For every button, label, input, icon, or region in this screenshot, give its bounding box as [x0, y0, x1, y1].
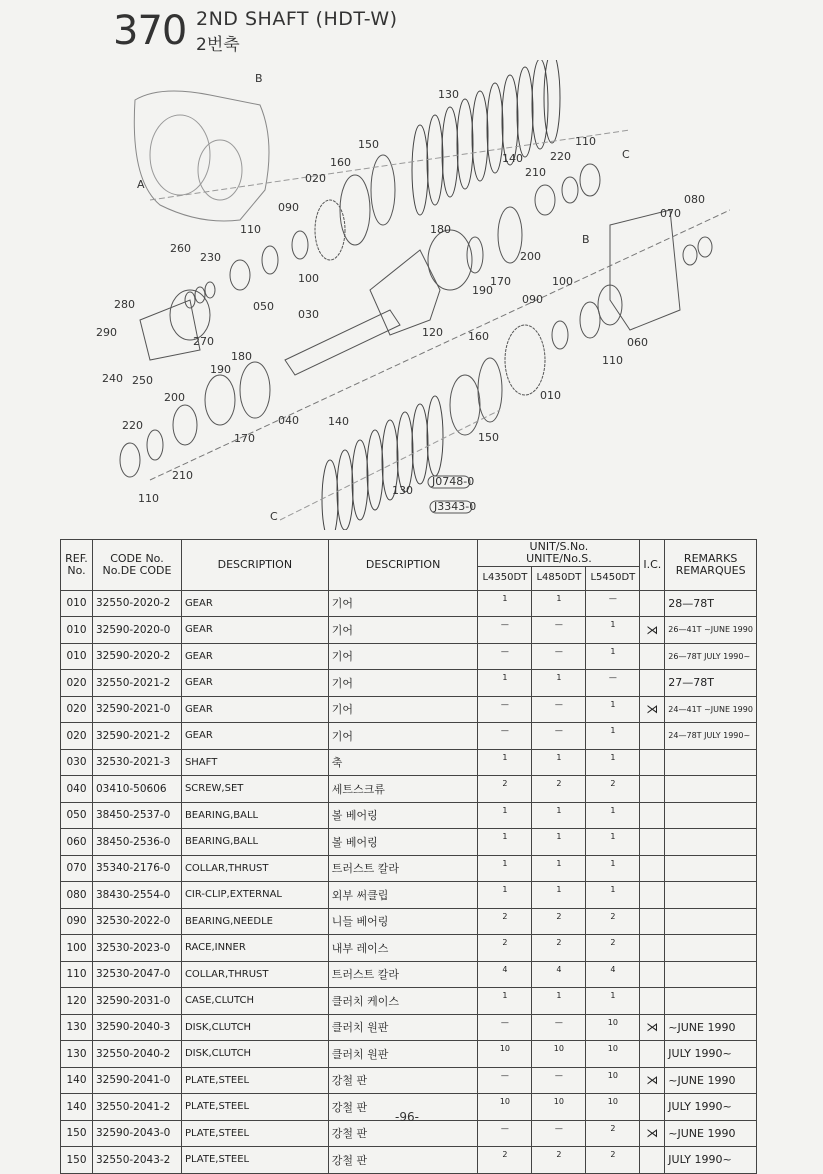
row-description-en: DISK,CLUTCH [181, 1041, 328, 1068]
table-row [61, 988, 757, 1015]
row-remarks: 24—78T JULY 1990~ [665, 723, 757, 750]
row-description-ko: 기어 [328, 590, 478, 617]
row-code: 32550-2041-2 [92, 1094, 181, 1121]
row-code: 32550-2021-2 [92, 670, 181, 697]
diagram-label: 110 [138, 492, 159, 505]
table-row [61, 776, 757, 803]
diagram-label: 130 [438, 88, 459, 101]
row-qty-l5450dt: 1 [586, 988, 640, 1015]
row-qty-l5450dt: — [586, 670, 640, 697]
table-row [61, 935, 757, 962]
row-qty-l4350dt: 1 [478, 749, 532, 776]
table-row [61, 882, 757, 909]
page-subtitle-korean: 2번축 [196, 35, 240, 55]
row-description-ko: 세트스크류 [328, 776, 478, 803]
row-code: 32550-2020-2 [92, 590, 181, 617]
row-code: 32550-2043-2 [92, 1147, 181, 1174]
row-ic [640, 855, 665, 882]
row-qty-l5450dt: 2 [586, 776, 640, 803]
diagram-label: C [622, 148, 630, 161]
row-ic [640, 1041, 665, 1068]
row-code: 32590-2041-0 [92, 1067, 181, 1094]
row-ic [640, 1147, 665, 1174]
row-qty-l4350dt: — [478, 723, 532, 750]
row-remarks [665, 855, 757, 882]
row-qty-l4350dt: 1 [478, 802, 532, 829]
diagram-label: 190 [210, 363, 231, 376]
row-ic: ⋊ [640, 1067, 665, 1094]
diagram-label: 080 [684, 193, 705, 206]
table-row [61, 855, 757, 882]
diagram-label: 010 [540, 389, 561, 402]
row-ic [640, 935, 665, 962]
exploded-parts-diagram [90, 60, 730, 530]
table-row [61, 643, 757, 670]
table-row [61, 961, 757, 988]
row-description-ko: 강철 판 [328, 1120, 478, 1147]
table-row [61, 617, 757, 644]
row-qty-l4350dt: 2 [478, 908, 532, 935]
col-model: L4850DT [532, 567, 586, 591]
row-description-ko: 니들 베어링 [328, 908, 478, 935]
diagram-label: 070 [660, 207, 681, 220]
row-description-en: PLATE,STEEL [181, 1094, 328, 1121]
diagram-label: B [582, 233, 590, 246]
row-qty-l4850dt: 10 [532, 1041, 586, 1068]
row-description-en: GEAR [181, 590, 328, 617]
row-description-ko: 강철 판 [328, 1067, 478, 1094]
table-row [61, 1067, 757, 1094]
row-ref: 140 [61, 1067, 93, 1094]
row-qty-l4350dt: 1 [478, 855, 532, 882]
row-ic: ⋊ [640, 1014, 665, 1041]
row-remarks: ~JUNE 1990 [665, 1014, 757, 1041]
col-code: CODE No. No.DE CODE [92, 540, 181, 591]
row-remarks [665, 802, 757, 829]
row-code: 32550-2040-2 [92, 1041, 181, 1068]
row-description-ko: 기어 [328, 670, 478, 697]
row-description-en: CIR-CLIP,EXTERNAL [181, 882, 328, 909]
row-qty-l4850dt: 2 [532, 776, 586, 803]
diagram-label: 280 [114, 298, 135, 311]
row-ref: 030 [61, 749, 93, 776]
row-qty-l4850dt: 1 [532, 590, 586, 617]
diagram-label: 180 [231, 350, 252, 363]
row-qty-l4850dt: — [532, 1014, 586, 1041]
row-code: 38450-2536-0 [92, 829, 181, 856]
row-remarks [665, 749, 757, 776]
row-qty-l4350dt: 2 [478, 1147, 532, 1174]
row-qty-l4350dt: — [478, 696, 532, 723]
row-ic [640, 749, 665, 776]
row-description-ko: 강철 판 [328, 1147, 478, 1174]
row-qty-l5450dt: 1 [586, 829, 640, 856]
row-ref: 090 [61, 908, 93, 935]
row-code: 32590-2043-0 [92, 1120, 181, 1147]
row-code: 32590-2020-0 [92, 617, 181, 644]
table-row [61, 908, 757, 935]
row-description-ko: 기어 [328, 723, 478, 750]
row-description-en: GEAR [181, 617, 328, 644]
row-description-ko: 강철 판 [328, 1094, 478, 1121]
row-qty-l4350dt: — [478, 1014, 532, 1041]
diagram-label: 200 [520, 250, 541, 263]
row-description-en: GEAR [181, 670, 328, 697]
row-code: 32530-2021-3 [92, 749, 181, 776]
row-ref: 110 [61, 961, 93, 988]
diagram-label: 230 [200, 251, 221, 264]
row-qty-l4350dt: 10 [478, 1041, 532, 1068]
row-qty-l4350dt: 4 [478, 961, 532, 988]
row-description-ko: 클러치 원판 [328, 1041, 478, 1068]
row-description-en: SHAFT [181, 749, 328, 776]
row-code: 32590-2040-3 [92, 1014, 181, 1041]
col-unit [478, 540, 640, 567]
parts-table-body [61, 590, 757, 1173]
table-row [61, 723, 757, 750]
diagram-label: 100 [298, 272, 319, 285]
row-ref: 010 [61, 643, 93, 670]
row-ref: 080 [61, 882, 93, 909]
row-code: 35340-2176-0 [92, 855, 181, 882]
row-ref: 120 [61, 988, 93, 1015]
row-qty-l4850dt: — [532, 696, 586, 723]
row-remarks [665, 829, 757, 856]
row-ic: ⋊ [640, 696, 665, 723]
row-remarks: ~JUNE 1990 [665, 1120, 757, 1147]
diagram-label: 050 [253, 300, 274, 313]
row-qty-l5450dt: 1 [586, 643, 640, 670]
diagram-refcode: J3343-0 [434, 500, 477, 513]
row-qty-l4850dt: 1 [532, 829, 586, 856]
row-ref: 020 [61, 696, 93, 723]
diagram-label: 210 [172, 469, 193, 482]
diagram-label: 260 [170, 242, 191, 255]
row-ic: ⋊ [640, 1120, 665, 1147]
diagram-label: 160 [468, 330, 489, 343]
page-number: -96- [395, 1110, 419, 1124]
row-qty-l5450dt: 4 [586, 961, 640, 988]
row-ic [640, 829, 665, 856]
row-ic [640, 776, 665, 803]
row-ref: 130 [61, 1014, 93, 1041]
row-remarks [665, 961, 757, 988]
row-ref: 070 [61, 855, 93, 882]
row-description-ko: 기어 [328, 643, 478, 670]
row-qty-l4850dt: — [532, 617, 586, 644]
row-qty-l5450dt: 1 [586, 855, 640, 882]
row-ref: 050 [61, 802, 93, 829]
row-code: 38450-2537-0 [92, 802, 181, 829]
row-qty-l5450dt: 2 [586, 935, 640, 962]
col-model: L4350DT [478, 567, 532, 591]
row-qty-l4350dt: 10 [478, 1094, 532, 1121]
row-description-en: COLLAR,THRUST [181, 855, 328, 882]
row-qty-l4350dt: — [478, 617, 532, 644]
row-description-ko: 클러치 원판 [328, 1014, 478, 1041]
row-code: 32590-2020-2 [92, 643, 181, 670]
table-row [61, 590, 757, 617]
diagram-label: 040 [278, 414, 299, 427]
table-row [61, 670, 757, 697]
row-remarks: 28—78T [665, 590, 757, 617]
row-remarks: JULY 1990~ [665, 1147, 757, 1174]
row-code: 32590-2031-0 [92, 988, 181, 1015]
row-code: 32530-2022-0 [92, 908, 181, 935]
row-qty-l4350dt: 1 [478, 882, 532, 909]
row-qty-l5450dt: 10 [586, 1041, 640, 1068]
row-ref: 020 [61, 723, 93, 750]
row-code: 32590-2021-2 [92, 723, 181, 750]
table-row [61, 1014, 757, 1041]
row-remarks: 26—78T JULY 1990~ [665, 643, 757, 670]
row-ref: 040 [61, 776, 93, 803]
diagram-label: 110 [575, 135, 596, 148]
diagram-label: 110 [602, 354, 623, 367]
row-code: 32530-2047-0 [92, 961, 181, 988]
row-qty-l4350dt: 1 [478, 829, 532, 856]
row-ref: 010 [61, 617, 93, 644]
row-description-en: BEARING,NEEDLE [181, 908, 328, 935]
row-qty-l4350dt: 1 [478, 670, 532, 697]
diagram-label: 140 [502, 152, 523, 165]
row-description-ko: 볼 베어링 [328, 829, 478, 856]
row-remarks: 26—41T ~JUNE 1990 [665, 617, 757, 644]
row-ref: 060 [61, 829, 93, 856]
diagram-label: 170 [234, 432, 255, 445]
row-qty-l4350dt: 2 [478, 776, 532, 803]
diagram-label: 190 [472, 284, 493, 297]
diagram-label: 060 [627, 336, 648, 349]
row-ref: 150 [61, 1147, 93, 1174]
row-ic [640, 1094, 665, 1121]
diagram-label: 270 [193, 335, 214, 348]
diagram-label: 100 [552, 275, 573, 288]
row-qty-l5450dt: 1 [586, 696, 640, 723]
row-ref: 140 [61, 1094, 93, 1121]
row-remarks [665, 908, 757, 935]
row-qty-l5450dt: 10 [586, 1014, 640, 1041]
row-code: 38430-2554-0 [92, 882, 181, 909]
table-row [61, 1041, 757, 1068]
row-qty-l5450dt: 1 [586, 749, 640, 776]
group-number: 370 [113, 8, 187, 54]
diagram-label: 030 [298, 308, 319, 321]
row-qty-l4850dt: — [532, 1120, 586, 1147]
row-description-en: GEAR [181, 723, 328, 750]
diagram-label: 150 [358, 138, 379, 151]
row-description-en: PLATE,STEEL [181, 1120, 328, 1147]
row-ic: ⋊ [640, 617, 665, 644]
row-description-en: PLATE,STEEL [181, 1067, 328, 1094]
row-qty-l4850dt: 1 [532, 988, 586, 1015]
row-description-en: GEAR [181, 696, 328, 723]
row-description-en: COLLAR,THRUST [181, 961, 328, 988]
row-qty-l5450dt: 2 [586, 908, 640, 935]
row-description-ko: 외부 써클립 [328, 882, 478, 909]
row-description-ko: 트러스트 칼라 [328, 961, 478, 988]
row-qty-l4850dt: — [532, 1067, 586, 1094]
diagram-label: 220 [550, 150, 571, 163]
row-ic [640, 670, 665, 697]
diagram-label: C [270, 510, 278, 523]
row-qty-l4850dt: 1 [532, 855, 586, 882]
col-description-en: DESCRIPTION [181, 540, 328, 591]
row-description-en: DISK,CLUTCH [181, 1014, 328, 1041]
row-qty-l4350dt: 1 [478, 590, 532, 617]
row-qty-l4850dt: 1 [532, 670, 586, 697]
diagram-label: 130 [392, 484, 413, 497]
col-model: L5450DT [586, 567, 640, 591]
unit-header-bottom: UNITE/No.S. [526, 552, 592, 565]
col-description-ko: DESCRIPTION [328, 540, 478, 591]
row-ref: 020 [61, 670, 93, 697]
diagram-label: 220 [122, 419, 143, 432]
row-ref: 100 [61, 935, 93, 962]
row-remarks [665, 882, 757, 909]
row-description-en: GEAR [181, 643, 328, 670]
diagram-label: 210 [525, 166, 546, 179]
table-row [61, 829, 757, 856]
table-row [61, 1147, 757, 1174]
table-row [61, 802, 757, 829]
row-qty-l4850dt: 1 [532, 802, 586, 829]
row-qty-l5450dt: 10 [586, 1094, 640, 1121]
row-qty-l4850dt: 2 [532, 935, 586, 962]
row-remarks: ~JUNE 1990 [665, 1067, 757, 1094]
row-qty-l5450dt: 1 [586, 617, 640, 644]
diagram-svg [90, 60, 730, 530]
row-qty-l4850dt: 1 [532, 749, 586, 776]
row-description-en: SCREW,SET [181, 776, 328, 803]
row-ref: 130 [61, 1041, 93, 1068]
parts-table [60, 539, 757, 1174]
row-code: 32590-2021-0 [92, 696, 181, 723]
diagram-label: B [255, 72, 263, 85]
col-ref: REF. No. [61, 540, 93, 591]
row-code: 32530-2023-0 [92, 935, 181, 962]
unit-header-top: UNIT/S.No. [529, 540, 589, 553]
row-qty-l5450dt: 1 [586, 723, 640, 750]
row-ic [640, 908, 665, 935]
row-qty-l4350dt: 2 [478, 935, 532, 962]
row-qty-l5450dt: 1 [586, 802, 640, 829]
row-description-en: PLATE,STEEL [181, 1147, 328, 1174]
row-remarks: JULY 1990~ [665, 1041, 757, 1068]
diagram-label: 150 [478, 431, 499, 444]
row-qty-l4850dt: 2 [532, 908, 586, 935]
row-qty-l4350dt: 1 [478, 988, 532, 1015]
row-description-en: CASE,CLUTCH [181, 988, 328, 1015]
row-ic [640, 643, 665, 670]
row-qty-l5450dt: 2 [586, 1120, 640, 1147]
diagram-label: 240 [102, 372, 123, 385]
row-ref: 150 [61, 1120, 93, 1147]
row-description-ko: 기어 [328, 696, 478, 723]
row-description-en: RACE,INNER [181, 935, 328, 962]
diagram-label: 180 [430, 223, 451, 236]
row-description-ko: 축 [328, 749, 478, 776]
row-qty-l5450dt: — [586, 590, 640, 617]
row-ic [640, 961, 665, 988]
diagram-label: 140 [328, 415, 349, 428]
row-description-ko: 기어 [328, 617, 478, 644]
row-ic [640, 802, 665, 829]
row-remarks: 24—41T ~JUNE 1990 [665, 696, 757, 723]
row-description-ko: 내부 레이스 [328, 935, 478, 962]
row-qty-l4350dt: — [478, 643, 532, 670]
row-description-ko: 볼 베어링 [328, 802, 478, 829]
diagram-label: 250 [132, 374, 153, 387]
row-description-ko: 트러스트 칼라 [328, 855, 478, 882]
diagram-refcode: J0748-0 [432, 475, 475, 488]
row-ic [640, 590, 665, 617]
row-qty-l5450dt: 1 [586, 882, 640, 909]
diagram-label: 110 [240, 223, 261, 236]
row-qty-l4350dt: — [478, 1067, 532, 1094]
row-remarks [665, 935, 757, 962]
row-remarks: JULY 1990~ [665, 1094, 757, 1121]
row-description-en: BEARING,BALL [181, 802, 328, 829]
diagram-label: 160 [330, 156, 351, 169]
row-ic [640, 723, 665, 750]
page-title: 2ND SHAFT (HDT-W) [196, 8, 398, 30]
table-row [61, 696, 757, 723]
row-qty-l4850dt: — [532, 643, 586, 670]
diagram-label: 090 [278, 201, 299, 214]
diagram-label: 090 [522, 293, 543, 306]
row-qty-l4850dt: 4 [532, 961, 586, 988]
row-remarks [665, 988, 757, 1015]
table-row [61, 749, 757, 776]
row-qty-l4850dt: — [532, 723, 586, 750]
row-code: 03410-50606 [92, 776, 181, 803]
diagram-label: 120 [422, 326, 443, 339]
row-qty-l4850dt: 10 [532, 1094, 586, 1121]
row-ref: 010 [61, 590, 93, 617]
row-remarks: 27—78T [665, 670, 757, 697]
row-qty-l4850dt: 1 [532, 882, 586, 909]
row-description-ko: 클러치 케이스 [328, 988, 478, 1015]
diagram-label: A [137, 178, 145, 191]
diagram-label: 170 [490, 275, 511, 288]
row-ic [640, 882, 665, 909]
row-remarks [665, 776, 757, 803]
diagram-label: 020 [305, 172, 326, 185]
row-qty-l4850dt: 2 [532, 1147, 586, 1174]
diagram-label: 290 [96, 326, 117, 339]
row-qty-l4350dt: — [478, 1120, 532, 1147]
row-qty-l5450dt: 10 [586, 1067, 640, 1094]
diagram-label: 200 [164, 391, 185, 404]
row-description-en: BEARING,BALL [181, 829, 328, 856]
col-ic: I.C. [640, 540, 665, 591]
row-ic [640, 988, 665, 1015]
row-qty-l5450dt: 2 [586, 1147, 640, 1174]
col-remarks: REMARKS REMARQUES [665, 540, 757, 591]
